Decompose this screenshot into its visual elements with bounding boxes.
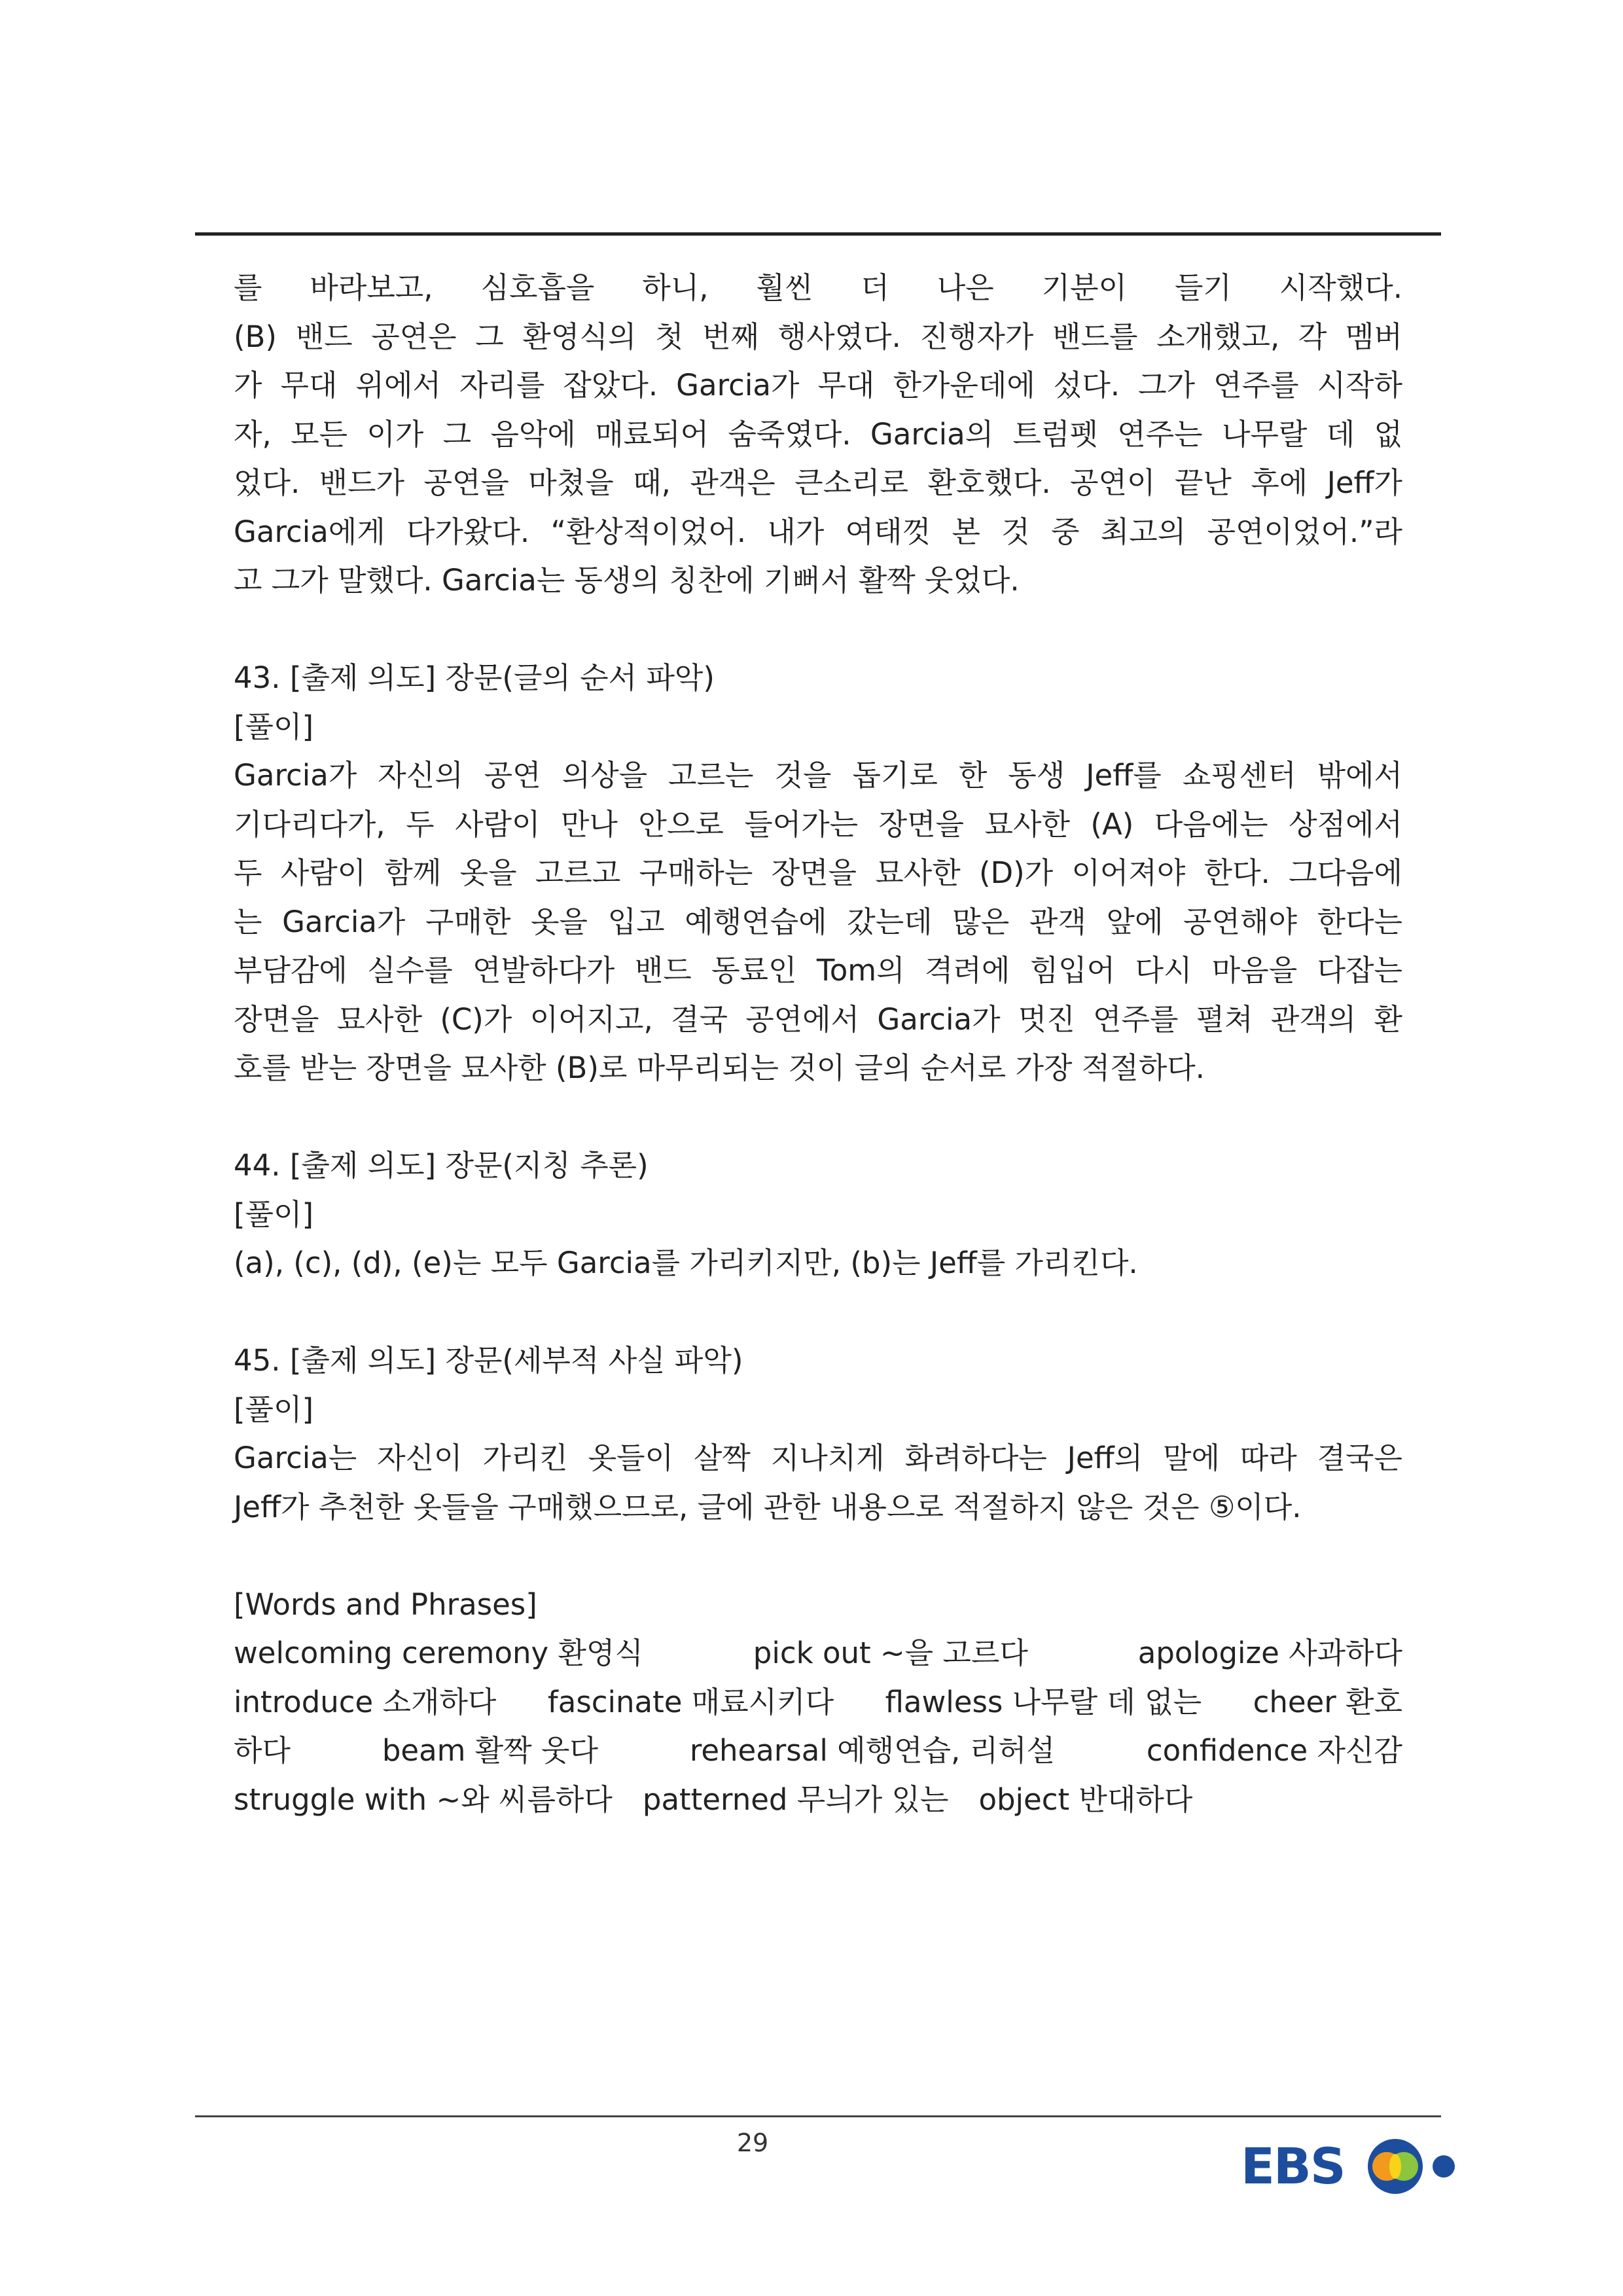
text-line: 었다. 밴드가 공연을 마쳤을 때, 관객은 큰소리로 환호했다. 공연이 끝난 후에 Jeff가 <box>234 465 1402 500</box>
word-entry: apologize 사과하다 <box>1137 1636 1402 1670</box>
text-line: 두 사람이 함께 옷을 고르고 구매하는 장면을 묘사한 (D)가 이어져야 한다. 그다음에 <box>234 855 1402 890</box>
words-title: [Words and Phrases] <box>234 1587 537 1622</box>
word-entry: rehearsal 예행연습, 리허설 <box>689 1733 1056 1768</box>
text-line: 는 Garcia가 구매한 옷을 입고 예행연습에 갔는데 많은 관객 앞에 공연해야 한다는 <box>234 904 1402 939</box>
word-entry: introduce 소개하다 <box>234 1684 497 1719</box>
text-line: 고 그가 말했다. Garcia는 동생의 칭찬에 기뻐서 활짝 웃었다. <box>234 563 1020 598</box>
intro-paragraph <box>234 264 1402 605</box>
page-number: 29 <box>736 2128 769 2157</box>
text-line: Jeff가 추천한 옷들을 구매했으므로, 글에 관한 내용으로 적절하지 않은 것은 ⑤이다. <box>234 1489 1302 1524</box>
question-44-section <box>234 1141 1402 1288</box>
question-43-section <box>234 654 1402 1093</box>
words-row <box>234 1727 1402 1776</box>
word-entry: object 반대하다 <box>978 1782 1193 1817</box>
word-entry: welcoming ceremony 환영식 <box>234 1636 643 1670</box>
words-row <box>234 1776 1402 1825</box>
text-line: 기다리다가, 두 사람이 만나 안으로 들어가는 장면을 묘사한 (A) 다음에는 상점에서 <box>234 806 1402 842</box>
solution-label: [풀이] <box>234 1391 314 1427</box>
word-entry: struggle with ~와 씨름하다 <box>234 1782 613 1817</box>
question-45-section <box>234 1336 1402 1532</box>
text-line: 부담감에 실수를 연발하다가 밴드 동료인 Tom의 격려에 힘입어 다시 마음을 다잡는 <box>234 953 1402 988</box>
text-line: Garcia에게 다가왔다. “환상적이었어. 내가 여태껏 본 것 중 최고의 공연이었어.”라 <box>234 514 1402 549</box>
word-entry: patterned 무늬가 있는 <box>642 1782 949 1817</box>
text-line: 가 무대 위에서 자리를 잡았다. Garcia가 무대 한가운데에 섰다. 그가 연주를 시작하 <box>234 368 1402 403</box>
word-entry: 하다 <box>234 1733 291 1768</box>
logo-yellow-overlap-icon <box>1389 2154 1401 2179</box>
word-entry: beam 활짝 웃다 <box>382 1733 598 1768</box>
text-line: (a), (c), (d), (e)는 모두 Garcia를 가리키지만, (b)는 Jeff를 가리킨다. <box>234 1246 1138 1280</box>
text-line: 호를 받는 장면을 묘사한 (B)로 마무리되는 것이 글의 순서로 가장 적절하다. <box>234 1050 1205 1085</box>
solution-label: [풀이] <box>234 1196 314 1232</box>
page-content <box>234 264 1402 1824</box>
word-entry: flawless 나무랄 데 없는 <box>885 1684 1202 1719</box>
text-line: 자, 모든 이가 그 음악에 매료되어 숨죽였다. Garcia의 트럼펫 연주는 나무랄 데 없 <box>234 416 1402 452</box>
text-line: (B) 밴드 공연은 그 환영식의 첫 번째 행사였다. 진행자가 밴드를 소개했고, 각 멤버 <box>234 319 1402 354</box>
word-entry: fascinate 매료시키다 <box>547 1684 834 1719</box>
text-line: 를 바라보고, 심호흡을 하니, 훨씬 더 나은 기분이 들기 시작했다. <box>234 270 1402 305</box>
text-line: Garcia는 자신이 가리킨 옷들이 살짝 지나치게 화려하다는 Jeff의 말에 따라 결국은 <box>234 1441 1402 1475</box>
question-44-title: 44. [출제 의도] 장문(지칭 추론) <box>234 1148 649 1183</box>
word-entry: cheer 환호 <box>1253 1684 1402 1719</box>
words-and-phrases-section <box>234 1581 1402 1825</box>
text-line: 장면을 묘사한 (C)가 이어지고, 결국 공연에서 Garcia가 멋진 연주를 펼쳐 관객의 환 <box>234 1001 1403 1037</box>
solution-label: [풀이] <box>234 709 314 744</box>
footer-rule <box>195 2115 1441 2117</box>
header-rule <box>195 232 1441 236</box>
question-43-title: 43. [출제 의도] 장문(글의 순서 파악) <box>234 660 715 695</box>
ebs-logo-text: EBS <box>1241 2137 1345 2195</box>
word-entry: confidence 자신감 <box>1146 1733 1402 1768</box>
words-row <box>234 1629 1402 1678</box>
logo-small-dot-icon <box>1433 2155 1455 2178</box>
ebs-logo <box>1241 2132 1463 2198</box>
question-45-title: 45. [출제 의도] 장문(세부적 사실 파악) <box>234 1343 743 1378</box>
words-row <box>234 1678 1402 1727</box>
word-entry: pick out ~을 고르다 <box>753 1636 1028 1670</box>
text-line: Garcia가 자신의 공연 의상을 고르는 것을 돕기로 한 동생 Jeff를 쇼핑센터 밖에서 <box>234 758 1402 793</box>
